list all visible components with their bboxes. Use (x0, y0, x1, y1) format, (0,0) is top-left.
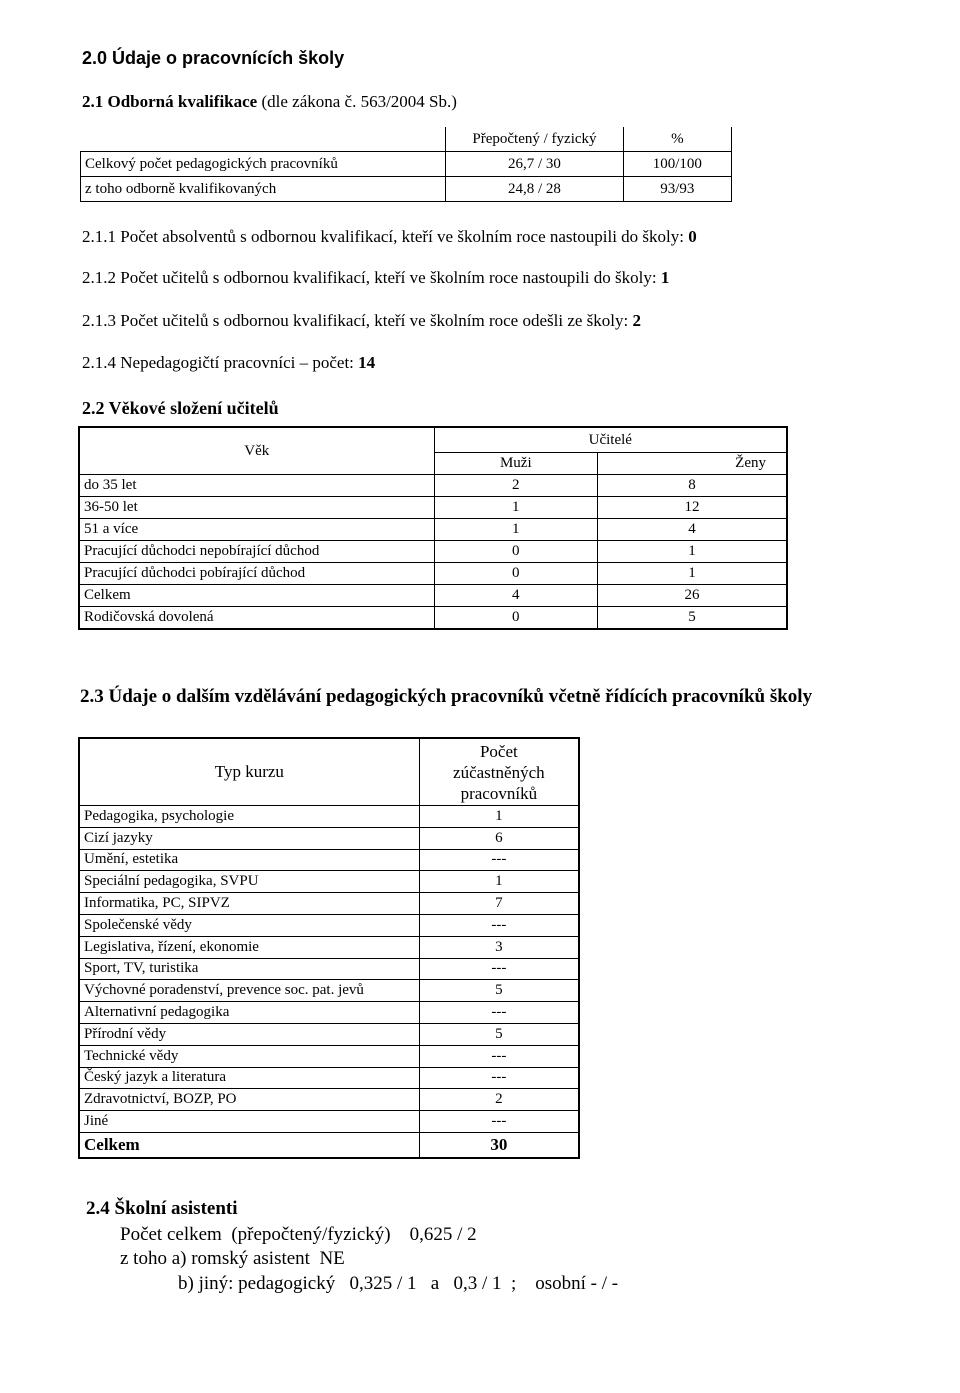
table-header-cell: Přepočtený / fyzický (446, 127, 624, 152)
table-cell: 26 (598, 585, 787, 607)
table-row (79, 958, 579, 980)
table-cell: Cizí jazyky (79, 827, 419, 849)
table-header-cell: Typ kurzu (79, 738, 419, 806)
heading-school-assistants: 2.4 Školní asistenti (86, 1198, 238, 1219)
table-cell: 3 (419, 936, 579, 958)
table-row (79, 871, 579, 893)
table-cell: 1 (419, 806, 579, 828)
table-header-cell: Ženy (598, 453, 787, 475)
table-row (79, 849, 579, 871)
table-cell: z toho odborně kvalifikovaných (81, 177, 446, 202)
heading-further-education: 2.3 Údaje o dalším vzdělávání pedagogických pracovníků včetně řídících pracovníků školy (80, 686, 813, 707)
table-cell: 1 (598, 541, 787, 563)
heading-age-structure: 2.2 Věkové složení učitelů (82, 398, 279, 418)
table-row (79, 475, 787, 497)
subsection-text: Nepedagogičtí pracovníci – počet: (120, 353, 354, 372)
subsection-2-1-3 (82, 311, 641, 331)
header-line: pracovníků (460, 783, 538, 803)
table-cell: 4 (434, 585, 597, 607)
heading-qualification-title: Odborná kvalifikace (107, 92, 258, 111)
subsection-value: 14 (358, 353, 376, 372)
table-cell: --- (419, 849, 579, 871)
heading-qualification-law: (dle zákona č. 563/2004 Sb.) (261, 92, 457, 111)
table-row (81, 152, 732, 177)
table-cell: 36-50 let (79, 497, 434, 519)
qualification-table (80, 127, 732, 202)
assistants-total: Počet celkem (přepočtený/fyzický) 0,625 / 2 (120, 1224, 477, 1245)
subsection-value: 1 (660, 268, 670, 287)
table-cell: --- (419, 1111, 579, 1133)
subsection-text: Počet učitelů s odbornou kvalifikací, kteří ve školním roce odešli ze školy: (120, 311, 629, 330)
table-row (79, 497, 787, 519)
total-label: Celkem (79, 1132, 419, 1158)
table-cell: 1 (434, 497, 597, 519)
table-header-cell (419, 738, 579, 806)
table-header-cell: Muži (434, 453, 597, 475)
subsection-2-1-2 (82, 268, 669, 288)
table-row (79, 1089, 579, 1111)
table-cell: 100/100 (623, 152, 731, 177)
table-cell: Zdravotnictví, BOZP, PO (79, 1089, 419, 1111)
table-header-cell: Učitelé (434, 427, 787, 453)
table-cell: Informatika, PC, SIPVZ (79, 893, 419, 915)
table-row (79, 1067, 579, 1089)
table-cell: Legislativa, řízení, ekonomie (79, 936, 419, 958)
table-row (79, 541, 787, 563)
heading-qualification-number: 2.1 (82, 92, 104, 111)
table-cell: Celkový počet pedagogických pracovníků (81, 152, 446, 177)
table-cell: Výchovné poradenství, prevence soc. pat. jevů (79, 980, 419, 1002)
table-row (79, 893, 579, 915)
table-cell: --- (419, 914, 579, 936)
table-cell: 1 (598, 563, 787, 585)
table-cell: Speciální pedagogika, SVPU (79, 871, 419, 893)
table-cell: Pedagogika, psychologie (79, 806, 419, 828)
subsection-number: 2.1.4 (82, 353, 116, 372)
table-header-cell: % (623, 127, 731, 152)
table-cell: 0 (434, 607, 597, 630)
table-header-cell: Věk (79, 427, 434, 475)
subsection-2-1-1 (82, 227, 697, 247)
table-row (79, 827, 579, 849)
table-cell: --- (419, 1067, 579, 1089)
table-row (79, 980, 579, 1002)
table-row (79, 519, 787, 541)
table-row (79, 1045, 579, 1067)
assistants-roma: z toho a) romský asistent NE (120, 1248, 345, 1269)
table-row (81, 127, 732, 152)
subsection-number: 2.1.3 (82, 311, 116, 330)
table-cell: Alternativní pedagogika (79, 1002, 419, 1024)
table-row (79, 1023, 579, 1045)
table-row (81, 177, 732, 202)
table-cell: Český jazyk a literatura (79, 1067, 419, 1089)
subsection-text: Počet učitelů s odbornou kvalifikací, kteří ve školním roce nastoupili do školy: (120, 268, 657, 287)
table-row (79, 563, 787, 585)
table-cell: 24,8 / 28 (446, 177, 624, 202)
subsection-number: 2.1.1 (82, 227, 116, 246)
subsection-value: 0 (688, 227, 697, 246)
table-cell: 0 (434, 541, 597, 563)
table-cell: Rodičovská dovolená (79, 607, 434, 630)
table-row (79, 427, 787, 453)
table-cell: Technické vědy (79, 1045, 419, 1067)
table-cell: 8 (598, 475, 787, 497)
subsection-number: 2.1.2 (82, 268, 116, 287)
table-cell: Společenské vědy (79, 914, 419, 936)
table-cell: Přírodní vědy (79, 1023, 419, 1045)
subsection-value: 2 (632, 311, 641, 330)
header-line: Počet (479, 741, 518, 761)
table-cell: Celkem (79, 585, 434, 607)
table-cell: --- (419, 958, 579, 980)
subsection-2-1-4 (82, 353, 375, 373)
total-value: 30 (419, 1132, 579, 1158)
table-cell: 93/93 (623, 177, 731, 202)
table-cell: 5 (419, 980, 579, 1002)
table-row (79, 914, 579, 936)
table-row (79, 806, 579, 828)
table-row (79, 607, 787, 630)
table-cell: Pracující důchodci pobírající důchod (79, 563, 434, 585)
table-cell: 2 (419, 1089, 579, 1111)
table-cell: 1 (419, 871, 579, 893)
table-cell: Pracující důchodci nepobírající důchod (79, 541, 434, 563)
assistants-other: b) jiný: pedagogický 0,325 / 1 a 0,3 / 1 ; osobní - / - (178, 1273, 619, 1294)
table-cell: 2 (434, 475, 597, 497)
table-cell: 6 (419, 827, 579, 849)
table-row (79, 1132, 579, 1158)
table-cell: 1 (434, 519, 597, 541)
table-row (79, 585, 787, 607)
table-row (79, 936, 579, 958)
table-cell: 12 (598, 497, 787, 519)
table-cell: 51 a více (79, 519, 434, 541)
course-table (78, 737, 580, 1159)
header-line: zúčastněných (453, 762, 545, 782)
heading-workers: 2.0 Údaje o pracovnících školy (82, 48, 345, 68)
table-cell: --- (419, 1045, 579, 1067)
table-cell: 5 (598, 607, 787, 630)
table-cell: 7 (419, 893, 579, 915)
table-cell: Sport, TV, turistika (79, 958, 419, 980)
table-cell: Umění, estetika (79, 849, 419, 871)
table-row (79, 738, 579, 806)
table-cell: do 35 let (79, 475, 434, 497)
table-cell: 26,7 / 30 (446, 152, 624, 177)
table-cell: Jiné (79, 1111, 419, 1133)
table-cell: 4 (598, 519, 787, 541)
table-cell: --- (419, 1002, 579, 1024)
table-cell (81, 127, 446, 152)
table-cell: 0 (434, 563, 597, 585)
table-row (79, 1002, 579, 1024)
heading-qualification (82, 92, 457, 112)
table-cell: 5 (419, 1023, 579, 1045)
subsection-text: Počet absolventů s odbornou kvalifikací, kteří ve školním roce nastoupili do školy: (120, 227, 684, 246)
age-table (78, 426, 788, 630)
table-row (79, 1111, 579, 1133)
